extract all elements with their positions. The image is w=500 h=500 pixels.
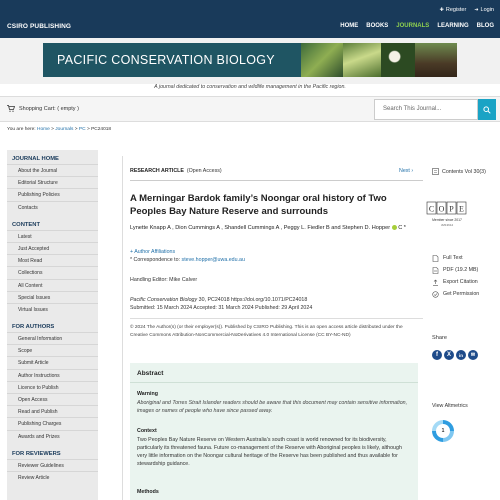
banner-photo-leaves: [343, 43, 381, 77]
handling-editor: Handling Editor: Mike Calver: [130, 277, 198, 283]
sidebar-item-general-information[interactable]: General Information: [7, 332, 98, 344]
sidebar-item-publishing-charges[interactable]: Publishing Charges: [7, 417, 98, 429]
abstract-methods: Methods: [137, 489, 159, 495]
sidebar-heading-for-reviewers[interactable]: FOR REVIEWERS: [12, 450, 61, 457]
register-link[interactable]: ✚ Register: [439, 7, 467, 13]
chevron-right-icon: ›: [411, 168, 414, 174]
nav-learning[interactable]: LEARNING: [437, 23, 469, 29]
sidebar-item-all-content[interactable]: All Content: [7, 279, 98, 291]
abstract-warning: Warning Aboriginal and Torres Strait Islander readers should be aware that this document may contain sensitive information, images or names of people who have since passed away.: [137, 391, 408, 414]
sidebar-item-author-instructions[interactable]: Author Instructions: [7, 369, 98, 381]
breadcrumb-home[interactable]: Home: [36, 127, 50, 132]
breadcrumb-current: PC24018: [91, 127, 112, 132]
email-icon[interactable]: ✉: [468, 350, 478, 360]
sidebar-item-awards-and-prizes[interactable]: Awards and Prizes: [7, 430, 98, 442]
sidebar-item-review-article[interactable]: Review Article: [7, 471, 98, 483]
sidebar-item-virtual-issues[interactable]: Virtual Issues: [7, 303, 98, 315]
sidebar-heading-for-authors[interactable]: FOR AUTHORS: [12, 324, 55, 331]
sidebar-item-submit-article[interactable]: Submit Article: [7, 356, 98, 368]
user-plus-icon: ✚: [439, 7, 444, 13]
view-altmetrics-heading: View Altmetrics: [432, 403, 468, 409]
x-icon[interactable]: X: [444, 350, 454, 360]
search-button[interactable]: [478, 99, 496, 120]
abstract-context: Context Two Peoples Bay Nature Reserve on Western Australia’s south coast is world renowned for its biodiversity, particularly its threatened fauna. Future co-management of the Reserve with Aboriginal peoples is likely, although very little information on the Noongar cultural heritage of the Reserve has been published and thus available for stewardship guidance.: [137, 428, 402, 467]
sidebar-item-editorial-structure[interactable]: Editorial Structure: [7, 176, 98, 188]
facebook-icon[interactable]: f: [432, 350, 442, 360]
sidebar-item-publishing-policies[interactable]: Publishing Policies: [7, 188, 98, 200]
cope-logo[interactable]: [425, 197, 469, 239]
sidebar-item-collections[interactable]: Collections: [7, 266, 98, 278]
author-list: Lynette Knapp A , Dion Cummings A , Shandell Cummings A , Peggy L. Fiedler B and Stephen D. Hopper C *: [130, 225, 406, 231]
full-text-link[interactable]: Full Text: [432, 252, 479, 264]
nav-home[interactable]: HOME: [340, 23, 359, 29]
sidebar-item-reviewer-guidelines[interactable]: Reviewer Guidelines: [7, 459, 98, 471]
next-article-link[interactable]: Next ›: [399, 168, 414, 174]
journal-banner[interactable]: [43, 43, 457, 77]
article-main: [122, 156, 422, 500]
search-icon: [483, 106, 491, 114]
login-icon: ➜: [474, 7, 479, 13]
author-affiliations-toggle[interactable]: + Author Affiliations: [130, 249, 176, 255]
contents-icon: [432, 168, 439, 175]
banner-photo-fern: [301, 43, 343, 77]
share-heading: Share: [432, 335, 447, 341]
altmetric-score: 1: [436, 424, 450, 438]
nav-blog[interactable]: BLOG: [476, 23, 494, 29]
divider: [130, 382, 418, 383]
journal-title: PACIFIC CONSERVATION BIOLOGY: [57, 53, 275, 67]
sidebar-item-open-access[interactable]: Open Access: [7, 393, 98, 405]
abstract-heading: Abstract: [137, 370, 164, 377]
export-citation-link[interactable]: Export Citation: [432, 276, 479, 288]
journal-tagline: A journal dedicated to conservation and wildlife management in the Pacific region.: [154, 84, 346, 90]
breadcrumb-pc[interactable]: PC: [78, 127, 86, 132]
article-type: RESEARCH ARTICLE (Open Access): [130, 168, 222, 174]
sidebar-item-read-and-publish[interactable]: Read and Publish: [7, 405, 98, 417]
export-icon: [432, 279, 439, 286]
abstract-panel: [130, 363, 418, 500]
top-bar: [0, 0, 500, 38]
sidebar-item-contacts[interactable]: Contacts: [7, 201, 98, 213]
pdf-icon: [432, 267, 439, 274]
journal-sidebar: [7, 150, 98, 500]
altmetric-badge[interactable]: [432, 420, 454, 442]
banner-photo-flower: [381, 43, 415, 77]
cope-member-text: Member since 2017: [432, 218, 462, 222]
sidebar-heading-journal-home[interactable]: JOURNAL HOME: [12, 156, 59, 162]
sidebar-item-about[interactable]: About the Journal: [7, 164, 98, 176]
permission-icon: [432, 291, 439, 298]
article-actions: [432, 252, 479, 300]
open-access-label: (Open Access): [186, 168, 222, 174]
cart-icon: [7, 105, 15, 112]
divider: [130, 180, 423, 181]
shopping-cart-link[interactable]: Shopping Cart: ( empty ): [7, 105, 79, 112]
cope-letter: O: [438, 204, 445, 214]
orcid-icon[interactable]: [392, 225, 397, 230]
sidebar-item-just-accepted[interactable]: Just Accepted: [7, 242, 98, 254]
sidebar-item-special-issues[interactable]: Special Issues: [7, 291, 98, 303]
account-links: [440, 7, 494, 13]
linkedin-icon[interactable]: in: [456, 350, 466, 360]
main-nav: [340, 23, 494, 29]
brand-logo[interactable]: CSIRO PUBLISHING: [7, 23, 72, 30]
pdf-link[interactable]: PDF (19.2 MB): [432, 264, 479, 276]
cope-member-id: JM13612: [440, 223, 454, 227]
nav-journals[interactable]: JOURNALS: [396, 23, 430, 29]
correspondence-email-link[interactable]: steve.hopper@uwa.edu.au: [181, 257, 245, 263]
nav-books[interactable]: BOOKS: [366, 23, 389, 29]
get-permission-link[interactable]: Get Permission: [432, 288, 479, 300]
cope-letter: C: [428, 204, 435, 214]
cope-letter: E: [459, 204, 464, 214]
sidebar-item-most-read[interactable]: Most Read: [7, 254, 98, 266]
sidebar-item-latest[interactable]: Latest: [7, 230, 98, 242]
correspondence: * Correspondence to: steve.hopper@uwa.edu.au: [130, 257, 245, 263]
login-link[interactable]: ➜ Login: [474, 7, 494, 13]
license-statement: © 2024 The Author(s) (or their employer(s)). Published by CSIRO Publishing. This is an open access article distributed under the Creative Commons Attribution-NonCommercial-NoDerivatives 4.0 International License (CC BY-NC-ND): [130, 325, 403, 338]
sidebar-heading-content[interactable]: CONTENT: [12, 221, 41, 228]
document-icon: [432, 255, 439, 262]
sidebar-item-licence-to-publish[interactable]: Licence to Publish: [7, 381, 98, 393]
banner-area: [0, 38, 500, 84]
breadcrumb: You are here: Home > Journals > PC > PC24018: [7, 127, 112, 132]
issue-contents-link[interactable]: Contents Vol 30(3): [432, 168, 486, 175]
citation: Pacific Conservation Biology 30, PC24018 https://doi.org/10.1071/PC24018 Submitted: 15 March 2024 Accepted: 31 March 2024 Published: 29 April 2024: [130, 297, 313, 311]
article-title: A Merningar Bardok family’s Noongar oral history of Two Peoples Bay Nature Reserve and surrounds: [130, 193, 387, 217]
breadcrumb-journals[interactable]: Journals: [55, 127, 74, 132]
journal-search-input[interactable]: Search This Journal...: [374, 99, 478, 120]
article-dates: Submitted: 15 March 2024 Accepted: 31 March 2024 Published: 29 April 2024: [130, 305, 313, 311]
banner-photo-bird: [415, 43, 457, 77]
cope-letter: P: [449, 204, 454, 214]
divider: [130, 318, 423, 319]
share-buttons: [432, 350, 478, 360]
cart-search-bar: [0, 96, 500, 122]
sidebar-item-scope[interactable]: Scope: [7, 344, 98, 356]
